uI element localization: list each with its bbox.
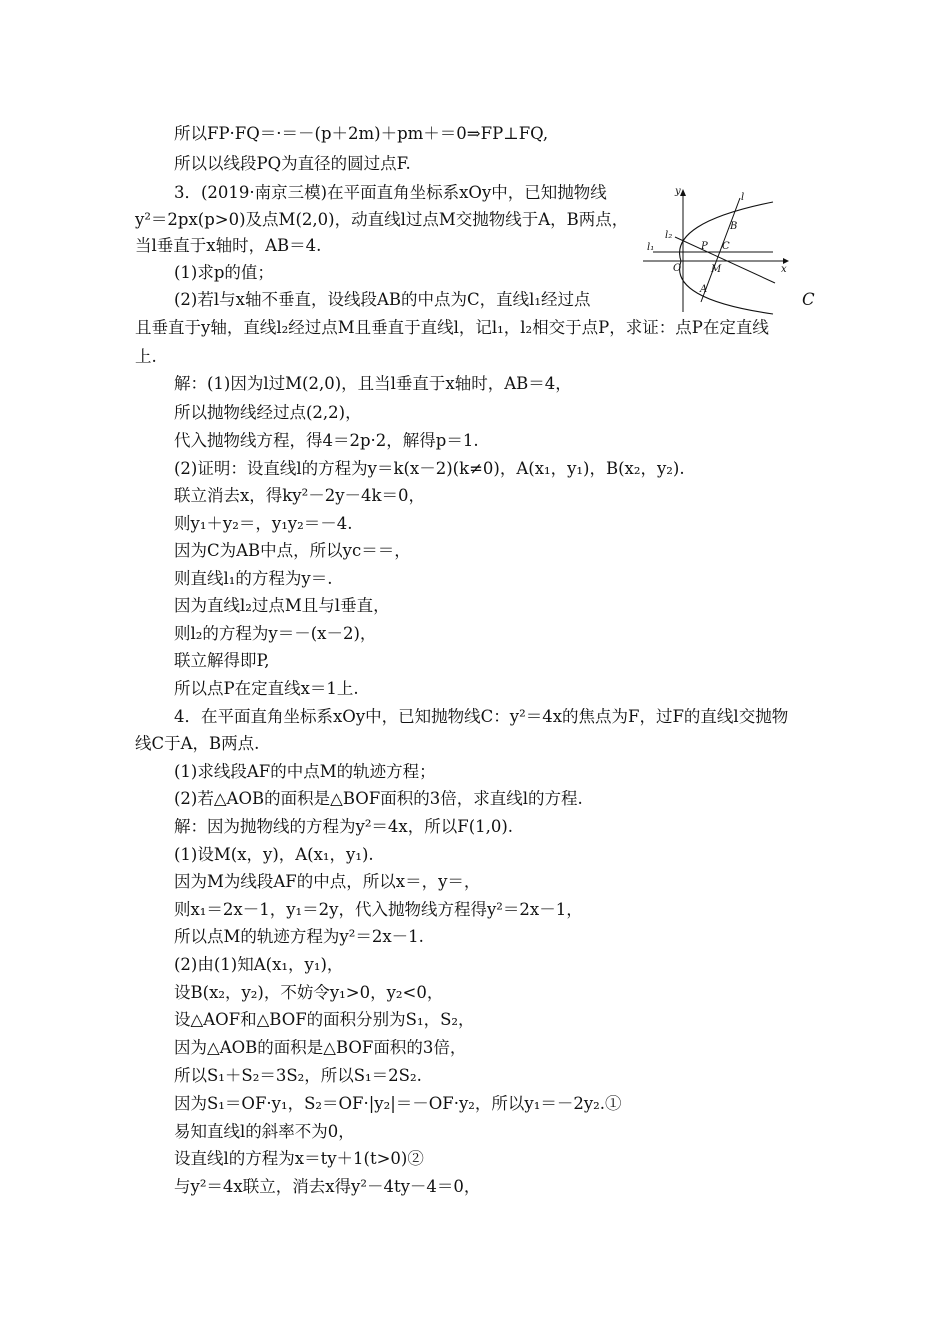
text-line-20: 联立解得即P, bbox=[174, 651, 270, 670]
text-line-33: 设△AOF和△BOF的面积分别为S₁，S₂， bbox=[174, 1010, 475, 1029]
label-P: P bbox=[701, 241, 708, 252]
text-line-8: 且垂直于y轴，直线l₂经过点M且垂直于直线l，记l₁，l₂相交于点P，求证：点P在定直线 bbox=[135, 318, 769, 337]
text-line-18: 因为直线l₂过点M且与l垂直， bbox=[174, 596, 390, 615]
text-line-13: (2)证明：设直线l的方程为y＝k(x－2)(k≠0)，A(x₁，y₁)，B(x₂，y₂). bbox=[174, 459, 685, 478]
text-line-15: 则y₁＋y₂＝，y₁y₂＝－4. bbox=[174, 514, 353, 533]
text-line-34: 因为△AOB的面积是△BOF面积的3倍， bbox=[174, 1038, 467, 1057]
label-l: l bbox=[741, 192, 745, 203]
text-line-10: 解：(1)因为l过M(2,0)，且当l垂直于x轴时，AB＝4， bbox=[174, 374, 572, 393]
text-line-25: (2)若△AOB的面积是△BOF面积的3倍，求直线l的方程. bbox=[174, 789, 583, 808]
text-line-37: 易知直线l的斜率不为0， bbox=[174, 1122, 355, 1141]
text-line-24: (1)求线段AF的中点M的轨迹方程； bbox=[174, 762, 436, 781]
text-line-35: 所以S₁＋S₂＝3S₂，所以S₁＝2S₂. bbox=[174, 1066, 422, 1085]
text-line-5: 当l垂直于x轴时，AB＝4. bbox=[135, 236, 322, 255]
text-line-17: 则直线l₁的方程为y＝. bbox=[174, 569, 333, 588]
text-line-36: 因为S₁＝OF·y₁，S₂＝OF·|y₂|＝－OF·y₂，所以y₁＝－2y₂.① bbox=[174, 1094, 622, 1113]
text-line-6: (1)求p的值； bbox=[174, 263, 274, 282]
text-line-19: 则l₂的方程为y＝－(x－2)， bbox=[174, 624, 377, 643]
label-x: x bbox=[781, 264, 787, 275]
text-line-31: (2)由(1)知A(x₁，y₁)， bbox=[174, 955, 344, 974]
text-line-23: 线C于A，B两点. bbox=[135, 734, 260, 753]
label-C: C bbox=[722, 241, 730, 252]
text-line-2: 所以以线段PQ为直径的圆过点F. bbox=[174, 154, 411, 173]
text-line-26: 解：因为抛物线的方程为y²＝4x，所以F(1,0). bbox=[174, 817, 514, 836]
text-line-1: 所以FP·FQ＝·＝－(p＋2m)＋pm＋＝0⇒FP⊥FQ, bbox=[174, 124, 549, 143]
parabola-figure bbox=[643, 186, 793, 316]
text-line-38: 设直线l的方程为x＝ty＋1(t>0)② bbox=[174, 1149, 424, 1168]
y-axis-arrow bbox=[680, 189, 686, 196]
label-M: M bbox=[711, 264, 722, 275]
text-line-28: 因为M为线段AF的中点，所以x＝，y＝， bbox=[174, 872, 481, 891]
text-line-30: 所以点M的轨迹方程为y²＝2x－1. bbox=[174, 927, 424, 946]
text-line-4: y²＝2px(p>0)及点M(2,0)，动直线l过点M交抛物线于A，B两点， bbox=[135, 210, 629, 229]
parabola-curve bbox=[680, 202, 773, 314]
text-line-7: (2)若l与x轴不垂直，设线段AB的中点为C，直线l₁经过点 bbox=[174, 290, 591, 309]
label-B: B bbox=[730, 221, 738, 232]
trailing-c: C bbox=[802, 290, 815, 309]
text-line-11: 所以抛物线经过点(2,2)， bbox=[174, 403, 362, 422]
text-line-21: 所以点P在定直线x＝1上. bbox=[174, 679, 359, 698]
label-l2: l₂ bbox=[665, 230, 673, 241]
text-line-32: 设B(x₂，y₂)，不妨令y₁>0，y₂<0， bbox=[174, 983, 444, 1002]
text-line-27: (1)设M(x，y)，A(x₁，y₁). bbox=[174, 845, 374, 864]
text-line-14: 联立消去x，得ky²－2y－4k＝0， bbox=[174, 486, 426, 505]
label-O: O bbox=[673, 263, 682, 274]
text-line-39: 与y²＝4x联立，消去x得y²－4ty－4＝0， bbox=[174, 1177, 481, 1196]
label-y: y bbox=[675, 186, 681, 197]
text-line-29: 则x₁＝2x－1，y₁＝2y，代入抛物线方程得y²＝2x－1， bbox=[174, 900, 583, 919]
label-l1: l₁ bbox=[647, 242, 655, 253]
text-line-16: 因为C为AB中点，所以yc＝＝， bbox=[174, 541, 411, 560]
text-line-22: 4．在平面直角坐标系xOy中，已知抛物线C：y²＝4x的焦点为F，过F的直线l交抛物 bbox=[174, 707, 789, 726]
text-line-12: 代入抛物线方程，得4＝2p·2，解得p＝1. bbox=[174, 431, 479, 450]
text-line-9: 上. bbox=[135, 347, 157, 366]
label-A: A bbox=[700, 284, 708, 295]
text-line-3: 3．(2019·南京三模)在平面直角坐标系xOy中，已知抛物线 bbox=[174, 183, 607, 202]
